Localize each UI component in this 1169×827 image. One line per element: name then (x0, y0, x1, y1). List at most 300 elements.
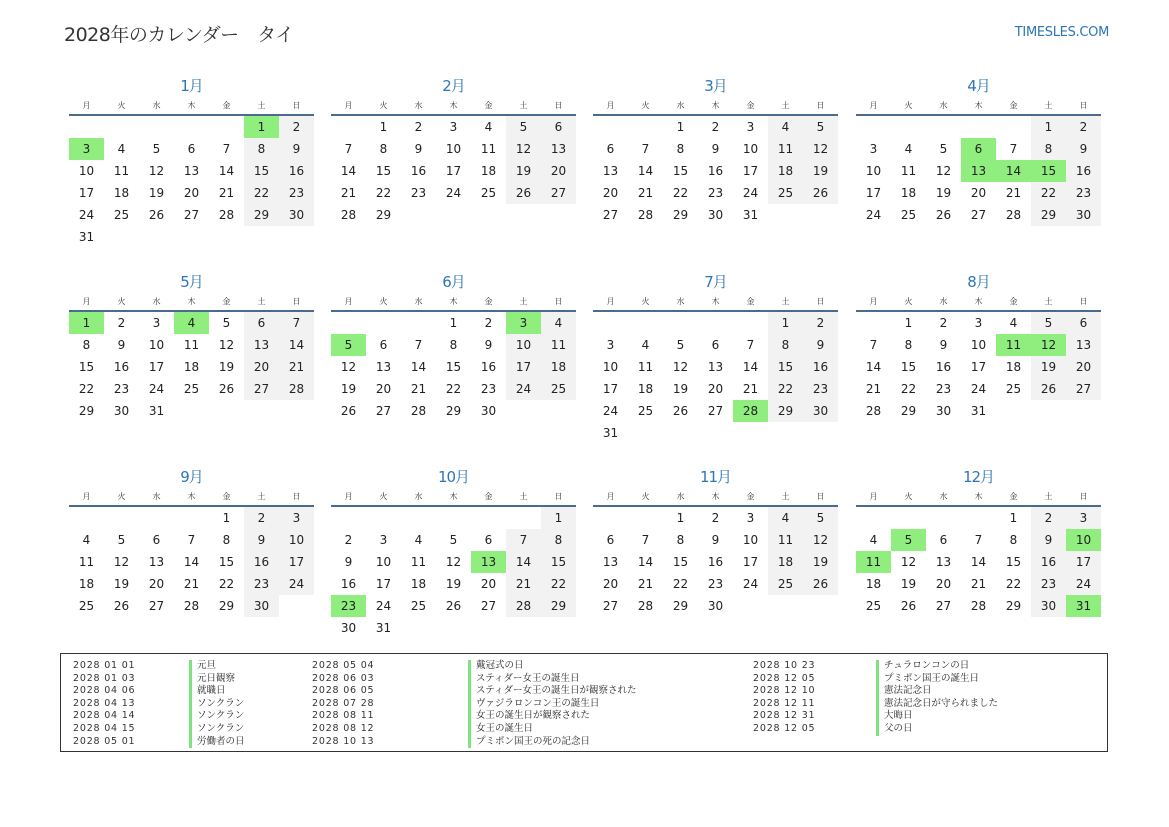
day-cell[interactable]: 12 (672, 360, 689, 374)
holiday-cell[interactable]: 31 (1066, 595, 1101, 617)
holiday-cell[interactable]: 1 (244, 116, 279, 138)
day-cell[interactable]: 2 (1031, 507, 1066, 529)
day-cell[interactable]: 28 (279, 378, 314, 400)
day-cell[interactable]: 3 (449, 120, 458, 134)
day-cell[interactable]: 25 (768, 182, 803, 204)
holiday-cell[interactable]: 23 (331, 595, 366, 617)
day-cell[interactable]: 23 (279, 182, 314, 204)
day-cell[interactable]: 12 (935, 164, 952, 178)
day-cell[interactable]: 11 (410, 555, 427, 569)
day-cell[interactable]: 1 (541, 507, 576, 529)
day-cell[interactable]: 19 (445, 577, 462, 591)
day-cell[interactable]: 29 (541, 595, 576, 617)
day-cell[interactable]: 28 (340, 208, 357, 222)
day-cell[interactable]: 19 (1031, 356, 1066, 378)
day-cell[interactable]: 2 (484, 316, 493, 330)
holiday-cell[interactable]: 15 (1031, 160, 1066, 182)
day-cell[interactable]: 24 (375, 599, 392, 613)
day-cell[interactable]: 17 (742, 555, 759, 569)
day-cell[interactable]: 31 (78, 230, 95, 244)
day-cell[interactable]: 20 (602, 577, 619, 591)
day-cell[interactable]: 9 (1066, 138, 1101, 160)
day-cell[interactable]: 14 (279, 334, 314, 356)
day-cell[interactable]: 24 (506, 378, 541, 400)
day-cell[interactable]: 1 (904, 316, 913, 330)
day-cell[interactable]: 16 (279, 160, 314, 182)
day-cell[interactable]: 2 (117, 316, 126, 330)
day-cell[interactable]: 8 (449, 338, 458, 352)
day-cell[interactable]: 21 (340, 186, 357, 200)
day-cell[interactable]: 11 (113, 164, 130, 178)
day-cell[interactable]: 12 (340, 360, 357, 374)
day-cell[interactable]: 22 (375, 186, 392, 200)
day-cell[interactable]: 23 (244, 573, 279, 595)
day-cell[interactable]: 19 (935, 186, 952, 200)
day-cell[interactable]: 28 (1005, 208, 1022, 222)
day-cell[interactable]: 27 (541, 182, 576, 204)
day-cell[interactable]: 4 (414, 533, 423, 547)
day-cell[interactable]: 4 (1009, 316, 1018, 330)
day-cell[interactable]: 3 (746, 511, 755, 525)
day-cell[interactable]: 18 (865, 577, 882, 591)
site-logo[interactable]: TIMESLES.COM (1014, 25, 1109, 40)
day-cell[interactable]: 17 (865, 186, 882, 200)
holiday-cell[interactable]: 10 (1066, 529, 1101, 551)
holiday-cell[interactable]: 3 (69, 138, 104, 160)
day-cell[interactable]: 3 (279, 507, 314, 529)
day-cell[interactable]: 10 (375, 555, 392, 569)
day-cell[interactable]: 3 (606, 338, 615, 352)
day-cell[interactable]: 25 (900, 208, 917, 222)
holiday-cell[interactable]: 3 (506, 312, 541, 334)
day-cell[interactable]: 20 (970, 186, 987, 200)
day-cell[interactable]: 21 (506, 573, 541, 595)
day-cell[interactable]: 23 (803, 378, 838, 400)
day-cell[interactable]: 14 (218, 164, 235, 178)
day-cell[interactable]: 8 (82, 338, 91, 352)
day-cell[interactable]: 9 (279, 138, 314, 160)
holiday-cell[interactable]: 12 (1031, 334, 1066, 356)
day-cell[interactable]: 23 (707, 186, 724, 200)
day-cell[interactable]: 18 (78, 577, 95, 591)
day-cell[interactable]: 17 (279, 551, 314, 573)
day-cell[interactable]: 7 (974, 533, 983, 547)
day-cell[interactable]: 27 (935, 599, 952, 613)
day-cell[interactable]: 31 (602, 426, 619, 440)
day-cell[interactable]: 27 (148, 599, 165, 613)
day-cell[interactable]: 16 (707, 555, 724, 569)
day-cell[interactable]: 15 (541, 551, 576, 573)
day-cell[interactable]: 12 (218, 338, 235, 352)
day-cell[interactable]: 12 (803, 138, 838, 160)
day-cell[interactable]: 29 (375, 208, 392, 222)
day-cell[interactable]: 1 (1009, 511, 1018, 525)
day-cell[interactable]: 18 (113, 186, 130, 200)
day-cell[interactable]: 13 (602, 555, 619, 569)
day-cell[interactable]: 20 (541, 160, 576, 182)
day-cell[interactable]: 9 (803, 334, 838, 356)
day-cell[interactable]: 3 (974, 316, 983, 330)
day-cell[interactable]: 2 (1066, 116, 1101, 138)
day-cell[interactable]: 30 (803, 400, 838, 422)
day-cell[interactable]: 26 (1031, 378, 1066, 400)
holiday-cell[interactable]: 6 (961, 138, 996, 160)
day-cell[interactable]: 22 (672, 186, 689, 200)
day-cell[interactable]: 8 (244, 138, 279, 160)
day-cell[interactable]: 29 (900, 404, 917, 418)
day-cell[interactable]: 25 (410, 599, 427, 613)
day-cell[interactable]: 20 (183, 186, 200, 200)
day-cell[interactable]: 16 (113, 360, 130, 374)
day-cell[interactable]: 4 (541, 312, 576, 334)
day-cell[interactable]: 12 (506, 138, 541, 160)
day-cell[interactable]: 7 (641, 533, 650, 547)
day-cell[interactable]: 21 (742, 382, 759, 396)
day-cell[interactable]: 17 (506, 356, 541, 378)
day-cell[interactable]: 27 (1066, 378, 1101, 400)
day-cell[interactable]: 7 (279, 312, 314, 334)
day-cell[interactable]: 26 (218, 382, 235, 396)
day-cell[interactable]: 15 (375, 164, 392, 178)
day-cell[interactable]: 8 (676, 142, 685, 156)
day-cell[interactable]: 19 (113, 577, 130, 591)
day-cell[interactable]: 6 (939, 533, 948, 547)
day-cell[interactable]: 14 (637, 164, 654, 178)
day-cell[interactable]: 25 (113, 208, 130, 222)
day-cell[interactable]: 14 (742, 360, 759, 374)
day-cell[interactable]: 26 (506, 182, 541, 204)
day-cell[interactable]: 2 (803, 312, 838, 334)
day-cell[interactable]: 10 (865, 164, 882, 178)
day-cell[interactable]: 22 (900, 382, 917, 396)
day-cell[interactable]: 5 (939, 142, 948, 156)
day-cell[interactable]: 26 (445, 599, 462, 613)
day-cell[interactable]: 19 (340, 382, 357, 396)
holiday-cell[interactable]: 14 (996, 160, 1031, 182)
day-cell[interactable]: 29 (768, 400, 803, 422)
day-cell[interactable]: 27 (183, 208, 200, 222)
day-cell[interactable]: 5 (152, 142, 161, 156)
day-cell[interactable]: 31 (148, 404, 165, 418)
day-cell[interactable]: 2 (939, 316, 948, 330)
day-cell[interactable]: 20 (244, 356, 279, 378)
day-cell[interactable]: 16 (410, 164, 427, 178)
holiday-cell[interactable]: 4 (174, 312, 209, 334)
day-cell[interactable]: 6 (244, 312, 279, 334)
day-cell[interactable]: 20 (602, 186, 619, 200)
day-cell[interactable]: 22 (541, 573, 576, 595)
day-cell[interactable]: 22 (672, 577, 689, 591)
day-cell[interactable]: 7 (506, 529, 541, 551)
day-cell[interactable]: 30 (707, 599, 724, 613)
day-cell[interactable]: 28 (970, 599, 987, 613)
day-cell[interactable]: 21 (970, 577, 987, 591)
day-cell[interactable]: 22 (218, 577, 235, 591)
day-cell[interactable]: 10 (78, 164, 95, 178)
day-cell[interactable]: 6 (606, 142, 615, 156)
day-cell[interactable]: 14 (340, 164, 357, 178)
day-cell[interactable]: 30 (480, 404, 497, 418)
day-cell[interactable]: 27 (375, 404, 392, 418)
day-cell[interactable]: 5 (449, 533, 458, 547)
day-cell[interactable]: 27 (244, 378, 279, 400)
day-cell[interactable]: 29 (1031, 204, 1066, 226)
day-cell[interactable]: 18 (183, 360, 200, 374)
day-cell[interactable]: 9 (344, 555, 353, 569)
day-cell[interactable]: 2 (711, 120, 720, 134)
day-cell[interactable]: 4 (484, 120, 493, 134)
day-cell[interactable]: 5 (803, 116, 838, 138)
day-cell[interactable]: 24 (865, 208, 882, 222)
day-cell[interactable]: 14 (970, 555, 987, 569)
day-cell[interactable]: 13 (602, 164, 619, 178)
day-cell[interactable]: 6 (379, 338, 388, 352)
day-cell[interactable]: 28 (183, 599, 200, 613)
day-cell[interactable]: 18 (480, 164, 497, 178)
day-cell[interactable]: 8 (904, 338, 913, 352)
day-cell[interactable]: 13 (183, 164, 200, 178)
day-cell[interactable]: 19 (148, 186, 165, 200)
day-cell[interactable]: 21 (637, 186, 654, 200)
holiday-cell[interactable]: 5 (331, 334, 366, 356)
day-cell[interactable]: 30 (279, 204, 314, 226)
day-cell[interactable]: 2 (244, 507, 279, 529)
day-cell[interactable]: 15 (900, 360, 917, 374)
day-cell[interactable]: 18 (541, 356, 576, 378)
day-cell[interactable]: 11 (480, 142, 497, 156)
day-cell[interactable]: 26 (113, 599, 130, 613)
day-cell[interactable]: 12 (445, 555, 462, 569)
day-cell[interactable]: 20 (375, 382, 392, 396)
day-cell[interactable]: 16 (803, 356, 838, 378)
day-cell[interactable]: 24 (742, 577, 759, 591)
day-cell[interactable]: 5 (222, 316, 231, 330)
day-cell[interactable]: 25 (78, 599, 95, 613)
holiday-cell[interactable]: 11 (996, 334, 1031, 356)
day-cell[interactable]: 7 (641, 142, 650, 156)
day-cell[interactable]: 25 (1005, 382, 1022, 396)
day-cell[interactable]: 4 (869, 533, 878, 547)
day-cell[interactable]: 28 (410, 404, 427, 418)
day-cell[interactable]: 18 (768, 551, 803, 573)
day-cell[interactable]: 20 (480, 577, 497, 591)
day-cell[interactable]: 12 (148, 164, 165, 178)
day-cell[interactable]: 19 (803, 160, 838, 182)
day-cell[interactable]: 20 (1066, 356, 1101, 378)
day-cell[interactable]: 19 (218, 360, 235, 374)
day-cell[interactable]: 1 (222, 511, 231, 525)
day-cell[interactable]: 29 (445, 404, 462, 418)
day-cell[interactable]: 7 (1009, 142, 1018, 156)
day-cell[interactable]: 23 (1031, 573, 1066, 595)
day-cell[interactable]: 6 (152, 533, 161, 547)
day-cell[interactable]: 14 (183, 555, 200, 569)
day-cell[interactable]: 16 (480, 360, 497, 374)
day-cell[interactable]: 13 (375, 360, 392, 374)
day-cell[interactable]: 9 (1031, 529, 1066, 551)
day-cell[interactable]: 11 (900, 164, 917, 178)
day-cell[interactable]: 7 (187, 533, 196, 547)
day-cell[interactable]: 1 (1031, 116, 1066, 138)
day-cell[interactable]: 12 (113, 555, 130, 569)
day-cell[interactable]: 18 (900, 186, 917, 200)
day-cell[interactable]: 12 (900, 555, 917, 569)
day-cell[interactable]: 27 (480, 599, 497, 613)
day-cell[interactable]: 17 (78, 186, 95, 200)
day-cell[interactable]: 17 (445, 164, 462, 178)
day-cell[interactable]: 26 (900, 599, 917, 613)
day-cell[interactable]: 8 (379, 142, 388, 156)
day-cell[interactable]: 15 (244, 160, 279, 182)
day-cell[interactable]: 25 (865, 599, 882, 613)
day-cell[interactable]: 15 (218, 555, 235, 569)
day-cell[interactable]: 5 (117, 533, 126, 547)
day-cell[interactable]: 23 (480, 382, 497, 396)
day-cell[interactable]: 23 (1066, 182, 1101, 204)
day-cell[interactable]: 1 (449, 316, 458, 330)
day-cell[interactable]: 4 (904, 142, 913, 156)
day-cell[interactable]: 21 (1005, 186, 1022, 200)
day-cell[interactable]: 16 (935, 360, 952, 374)
day-cell[interactable]: 22 (78, 382, 95, 396)
day-cell[interactable]: 23 (113, 382, 130, 396)
day-cell[interactable]: 1 (676, 511, 685, 525)
day-cell[interactable]: 17 (148, 360, 165, 374)
day-cell[interactable]: 10 (148, 338, 165, 352)
day-cell[interactable]: 8 (768, 334, 803, 356)
day-cell[interactable]: 18 (637, 382, 654, 396)
day-cell[interactable]: 24 (445, 186, 462, 200)
day-cell[interactable]: 2 (344, 533, 353, 547)
day-cell[interactable]: 8 (1031, 138, 1066, 160)
day-cell[interactable]: 18 (1005, 360, 1022, 374)
day-cell[interactable]: 3 (869, 142, 878, 156)
day-cell[interactable]: 16 (1066, 160, 1101, 182)
day-cell[interactable]: 4 (117, 142, 126, 156)
day-cell[interactable]: 2 (279, 116, 314, 138)
day-cell[interactable]: 29 (1005, 599, 1022, 613)
day-cell[interactable]: 4 (641, 338, 650, 352)
day-cell[interactable]: 1 (676, 120, 685, 134)
day-cell[interactable]: 17 (742, 164, 759, 178)
day-cell[interactable]: 6 (187, 142, 196, 156)
day-cell[interactable]: 30 (707, 208, 724, 222)
day-cell[interactable]: 27 (602, 599, 619, 613)
day-cell[interactable]: 22 (445, 382, 462, 396)
day-cell[interactable]: 26 (935, 208, 952, 222)
day-cell[interactable]: 28 (865, 404, 882, 418)
day-cell[interactable]: 21 (183, 577, 200, 591)
day-cell[interactable]: 15 (672, 164, 689, 178)
day-cell[interactable]: 22 (1005, 577, 1022, 591)
day-cell[interactable]: 29 (672, 208, 689, 222)
day-cell[interactable]: 6 (484, 533, 493, 547)
day-cell[interactable]: 2 (414, 120, 423, 134)
day-cell[interactable]: 7 (414, 338, 423, 352)
day-cell[interactable]: 9 (117, 338, 126, 352)
day-cell[interactable]: 9 (711, 142, 720, 156)
day-cell[interactable]: 31 (970, 404, 987, 418)
day-cell[interactable]: 31 (375, 621, 392, 635)
day-cell[interactable]: 13 (148, 555, 165, 569)
day-cell[interactable]: 13 (1066, 334, 1101, 356)
day-cell[interactable]: 30 (113, 404, 130, 418)
day-cell[interactable]: 25 (480, 186, 497, 200)
day-cell[interactable]: 19 (803, 551, 838, 573)
day-cell[interactable]: 21 (279, 356, 314, 378)
day-cell[interactable]: 30 (1031, 595, 1066, 617)
day-cell[interactable]: 19 (506, 160, 541, 182)
day-cell[interactable]: 8 (541, 529, 576, 551)
day-cell[interactable]: 3 (152, 316, 161, 330)
day-cell[interactable]: 23 (935, 382, 952, 396)
day-cell[interactable]: 25 (768, 573, 803, 595)
day-cell[interactable]: 28 (637, 208, 654, 222)
day-cell[interactable]: 7 (869, 338, 878, 352)
day-cell[interactable]: 27 (970, 208, 987, 222)
day-cell[interactable]: 17 (1066, 551, 1101, 573)
day-cell[interactable]: 10 (602, 360, 619, 374)
holiday-cell[interactable]: 11 (856, 551, 891, 573)
day-cell[interactable]: 15 (768, 356, 803, 378)
day-cell[interactable]: 13 (244, 334, 279, 356)
day-cell[interactable]: 16 (707, 164, 724, 178)
day-cell[interactable]: 25 (541, 378, 576, 400)
day-cell[interactable]: 30 (340, 621, 357, 635)
day-cell[interactable]: 9 (414, 142, 423, 156)
day-cell[interactable]: 19 (672, 382, 689, 396)
day-cell[interactable]: 11 (183, 338, 200, 352)
day-cell[interactable]: 27 (707, 404, 724, 418)
day-cell[interactable]: 20 (935, 577, 952, 591)
day-cell[interactable]: 21 (637, 577, 654, 591)
day-cell[interactable]: 26 (803, 182, 838, 204)
day-cell[interactable]: 8 (676, 533, 685, 547)
day-cell[interactable]: 15 (78, 360, 95, 374)
day-cell[interactable]: 21 (218, 186, 235, 200)
day-cell[interactable]: 11 (768, 138, 803, 160)
day-cell[interactable]: 1 (379, 120, 388, 134)
day-cell[interactable]: 14 (865, 360, 882, 374)
day-cell[interactable]: 16 (244, 551, 279, 573)
day-cell[interactable]: 22 (244, 182, 279, 204)
day-cell[interactable]: 25 (637, 404, 654, 418)
day-cell[interactable]: 24 (970, 382, 987, 396)
day-cell[interactable]: 14 (506, 551, 541, 573)
day-cell[interactable]: 18 (768, 160, 803, 182)
day-cell[interactable]: 29 (78, 404, 95, 418)
day-cell[interactable]: 8 (1009, 533, 1018, 547)
day-cell[interactable]: 24 (1066, 573, 1101, 595)
day-cell[interactable]: 10 (445, 142, 462, 156)
day-cell[interactable]: 13 (935, 555, 952, 569)
day-cell[interactable]: 28 (506, 595, 541, 617)
day-cell[interactable]: 22 (1031, 182, 1066, 204)
day-cell[interactable]: 7 (746, 338, 755, 352)
day-cell[interactable]: 7 (344, 142, 353, 156)
day-cell[interactable]: 17 (970, 360, 987, 374)
day-cell[interactable]: 21 (410, 382, 427, 396)
day-cell[interactable]: 6 (541, 116, 576, 138)
day-cell[interactable]: 30 (935, 404, 952, 418)
day-cell[interactable]: 6 (606, 533, 615, 547)
day-cell[interactable]: 17 (375, 577, 392, 591)
day-cell[interactable]: 28 (218, 208, 235, 222)
day-cell[interactable]: 8 (222, 533, 231, 547)
day-cell[interactable]: 18 (410, 577, 427, 591)
day-cell[interactable]: 29 (672, 599, 689, 613)
day-cell[interactable]: 21 (865, 382, 882, 396)
